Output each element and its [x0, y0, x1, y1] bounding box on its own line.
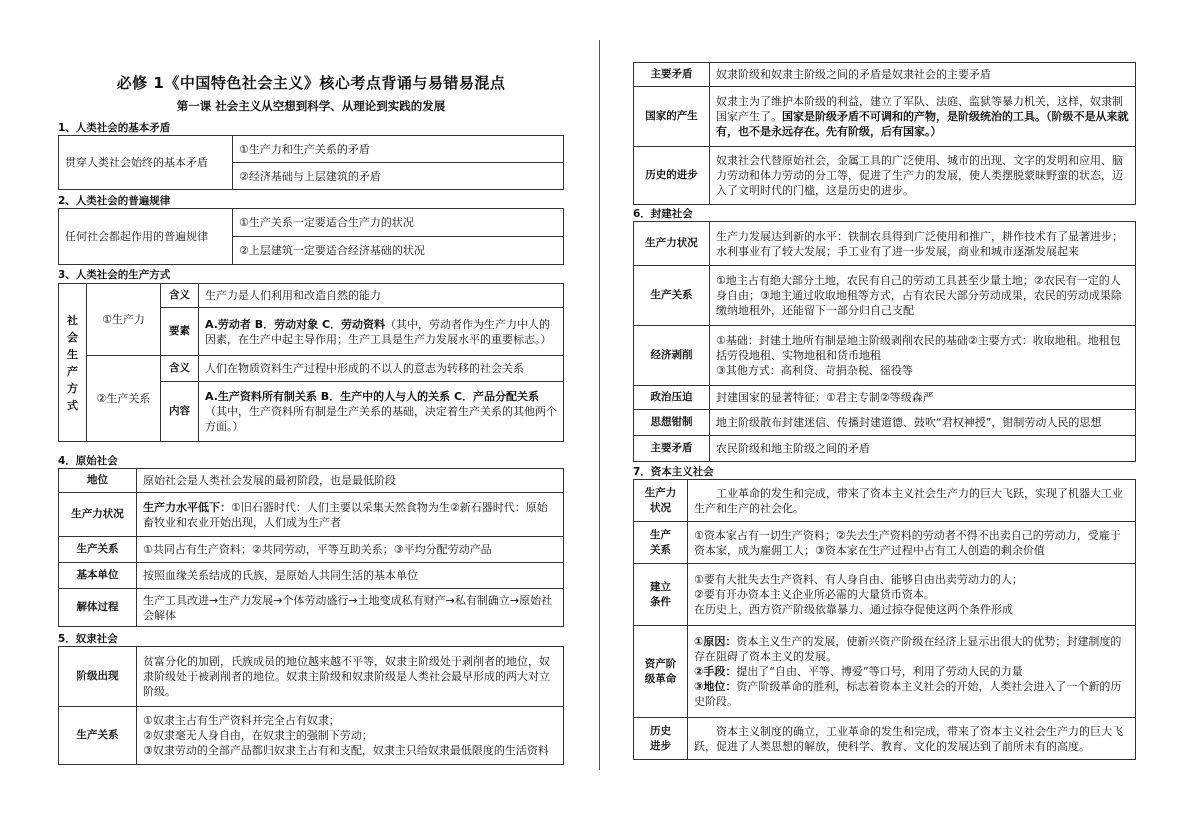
- table-cell: 奴隶主为了维护本阶级的利益，建立了军队、法庭、监狱等暴力机关，这样，奴隶制国家产生了。国家是阶级矛盾不可调和的产物，是阶级统治的工具。（阶级不是从来就有，也不是永远存在。先有阶级，后有国家。）: [710, 87, 1136, 147]
- table-label: 基本单位: [59, 563, 137, 589]
- table-label: 生产力状况: [59, 493, 137, 537]
- section-heading-1: 1、人类社会的基本矛盾: [58, 122, 171, 134]
- table-cell: ①生产关系一定要适合生产力的状况: [233, 209, 564, 237]
- table-cell: 人们在物质资料生产过程中形成的不以人的意志为转移的社会关系: [199, 356, 564, 382]
- meaning-label: 含义: [161, 356, 199, 382]
- table-cell: ①地主占有绝大部分土地，农民有自己的劳动工具甚至少量土地；②农民有一定的人身自由；③地主通过收取地租等方式，占有农民大部分劳动成果，农民的劳动成果除缴纳地租外，还能留下一部分归自己支配: [710, 266, 1136, 326]
- table-label: 历史 进步: [634, 718, 688, 760]
- section-heading-3: 3、人类社会的生产方式: [58, 269, 171, 281]
- table-cell: ①共同占有生产资料；②共同劳动，平等互助关系；③平均分配劳动产品: [137, 537, 564, 563]
- table-cell: ①生产力和生产关系的矛盾: [233, 136, 564, 163]
- table-cell: ①原因：资本主义生产的发展，使新兴资产阶级在经济上显示出很大的优势；封建制度的存在阻碍了资本主义的发展。 ②手段：提出了“自由、平等、博爱”等口号，利用了劳动人民的力量 ③地位：资产阶级革命的胜利，标志着资本主义社会的开始，人类社会进入了一个新的历史阶段。: [688, 626, 1136, 718]
- column-divider: [599, 40, 600, 770]
- table-cell: 资本主义制度的确立，工业革命的发生和完成，带来了资本主义社会生产力的巨大飞跃，促进了人类思想的解放，使科学、教育、文化的发展达到了前所未有的高度。: [688, 718, 1136, 760]
- table-cell: 封建国家的显著特征：①君主专制②等级森严: [710, 386, 1136, 410]
- meaning-label: 含义: [161, 284, 199, 308]
- page-title: 必修 1《中国特色社会主义》核心考点背诵与易错易混点: [116, 74, 506, 92]
- table-cell: A.劳动者 B．劳动对象 C．劳动资料（其中，劳动者作为生产力中人的因素，在生产中起主导作用；生产工具是生产力发展水平的重要标志。）: [199, 308, 564, 356]
- table-label: 生产关系: [59, 537, 137, 563]
- table-label: 主要矛盾: [634, 63, 710, 87]
- table-label: 阶级出现: [59, 647, 137, 707]
- table-cell: 原始社会是人类社会发展的最初阶段，也是最低阶段: [137, 469, 564, 493]
- table-cell: 生产力发展达到新的水平：铁制农具得到广泛使用和推广，耕作技术有了显著进步；水利事业有了较大发展；手工业有了进一步发展，商业和城市逐渐发展起来: [710, 222, 1136, 266]
- table-label: 政治压迫: [634, 386, 710, 410]
- table-label: 生产 关系: [634, 522, 688, 564]
- section-heading-5: 5．奴隶社会: [58, 633, 118, 645]
- basic-contradiction-table: [58, 135, 564, 190]
- table-label: 思想钳制: [634, 410, 710, 436]
- table-cell: 按照血缘关系结成的氏族，是原始人共同生活的基本单位: [137, 563, 564, 589]
- table-cell: 工业革命的发生和完成，带来了资本主义社会生产力的巨大飞跃，实现了机器大工业生产和生产的社会化。: [688, 480, 1136, 522]
- production-mode-table: [58, 283, 564, 442]
- table-cell: 农民阶级和地主阶级之间的矛盾: [710, 436, 1136, 462]
- table-cell: 生产工具改进→生产力发展→个体劳动盛行→土地变成私有财产→私有制确立→原始社会解体: [137, 589, 564, 627]
- table-cell: 生产力水平低下：①旧石器时代：人们主要以采集天然食物为生②新石器时代：原始畜牧业和农业开始出现，人们成为生产者: [137, 493, 564, 537]
- table-label: 历史的进步: [634, 147, 710, 205]
- slave-society-table: [58, 646, 564, 765]
- productivity-label: ①生产力: [87, 284, 161, 356]
- table-cell: 生产力是人们利用和改造自然的能力: [199, 284, 564, 308]
- table-cell: 地主阶级散布封建迷信、传播封建道德、鼓吹“君权神授”，钳制劳动人民的思想: [710, 410, 1136, 436]
- table-cell: ②上层建筑一定要适合经济基础的状况: [233, 237, 564, 265]
- table-label: 贯穿人类社会始终的基本矛盾: [59, 136, 233, 190]
- table-cell: 奴隶社会代替原始社会，金属工具的广泛使用、城市的出现、文字的发明和应用、脑力劳动和体力劳动的分工等，促进了生产力的发展，使人类摆脱蒙昧野蛮的状态，迈入了文明时代的门槛，这是历史的进步。: [710, 147, 1136, 205]
- table-label: 主要矛盾: [634, 436, 710, 462]
- table-label: 地位: [59, 469, 137, 493]
- table-label: 任何社会都起作用的普遍规律: [59, 209, 233, 265]
- table-cell: ②经济基础与上层建筑的矛盾: [233, 163, 564, 190]
- table-label: 生产力 状况: [634, 480, 688, 522]
- table-cell: ①基础：封建土地所有制是地主阶级剥削农民的基础②主要方式：收取地租。地租包括劳役地租、实物地租和货币地租 ③其他方式：高利贷、苛捐杂税、徭役等: [710, 326, 1136, 386]
- section-heading-7: 7．资本主义社会: [633, 466, 714, 478]
- relations-label: ②生产关系: [87, 356, 161, 442]
- table-cell: A.生产资料所有制关系 B．生产中的人与人的关系 C．产品分配关系（其中，生产资料所有制是生产关系的基础，决定着生产关系的其他两个方面。）: [199, 382, 564, 442]
- feudal-society-table: [633, 221, 1136, 462]
- table-cell: 奴隶阶级和奴隶主阶级之间的矛盾是奴隶社会的主要矛盾: [710, 63, 1136, 87]
- capitalist-society-table: [633, 479, 1136, 760]
- table-label: 生产力状况: [634, 222, 710, 266]
- table-cell: ①资本家占有一切生产资料；②失去生产资料的劳动者不得不出卖自己的劳动力，受雇于资本家，成为雇佣工人；③资本家在生产过程中占有工人创造的剩余价值: [688, 522, 1136, 564]
- section-heading-6: 6．封建社会: [633, 208, 693, 220]
- section-heading-2: 2、人类社会的普遍规律: [58, 195, 171, 207]
- table-label: 生产关系: [59, 707, 137, 765]
- table-label: 国家的产生: [634, 87, 710, 147]
- table-label: 生产关系: [634, 266, 710, 326]
- table-cell: ①奴隶主占有生产资料并完全占有奴隶； ②奴隶毫无人身自由，在奴隶主的强制下劳动； ③奴隶劳动的全部产品都归奴隶主占有和支配，奴隶主只给奴隶最低限度的生活资料: [137, 707, 564, 765]
- elements-label: 要素: [161, 308, 199, 356]
- lesson-subtitle: 第一课 社会主义从空想到科学、从理论到实践的发展: [176, 99, 446, 113]
- table-label: 建立 条件: [634, 564, 688, 626]
- vertical-label: 社 会 生 产 方 式: [59, 284, 87, 442]
- primitive-society-table: [58, 468, 564, 627]
- table-label: 经济剥削: [634, 326, 710, 386]
- table-label: 解体过程: [59, 589, 137, 627]
- universal-law-table: [58, 208, 564, 265]
- section-heading-4: 4．原始社会: [58, 455, 118, 467]
- table-cell: ①要有大批失去生产资料、有人身自由、能够自由出卖劳动力的人； ②要有开办资本主义企业所必需的大量货币资本。 在历史上，西方资产阶级依靠暴力、通过掠夺促使这两个条件形成: [688, 564, 1136, 626]
- table-label: 资产阶 级革命: [634, 626, 688, 718]
- table-cell: 贫富分化的加剧，氏族成员的地位越来越不平等，奴隶主阶级处于剥削者的地位，奴隶阶级处于被剥削者的地位。奴隶主阶级和奴隶阶级是人类社会最早形成的两大对立阶级。: [137, 647, 564, 707]
- content-label: 内容: [161, 382, 199, 442]
- slave-society-cont-table: [633, 62, 1136, 205]
